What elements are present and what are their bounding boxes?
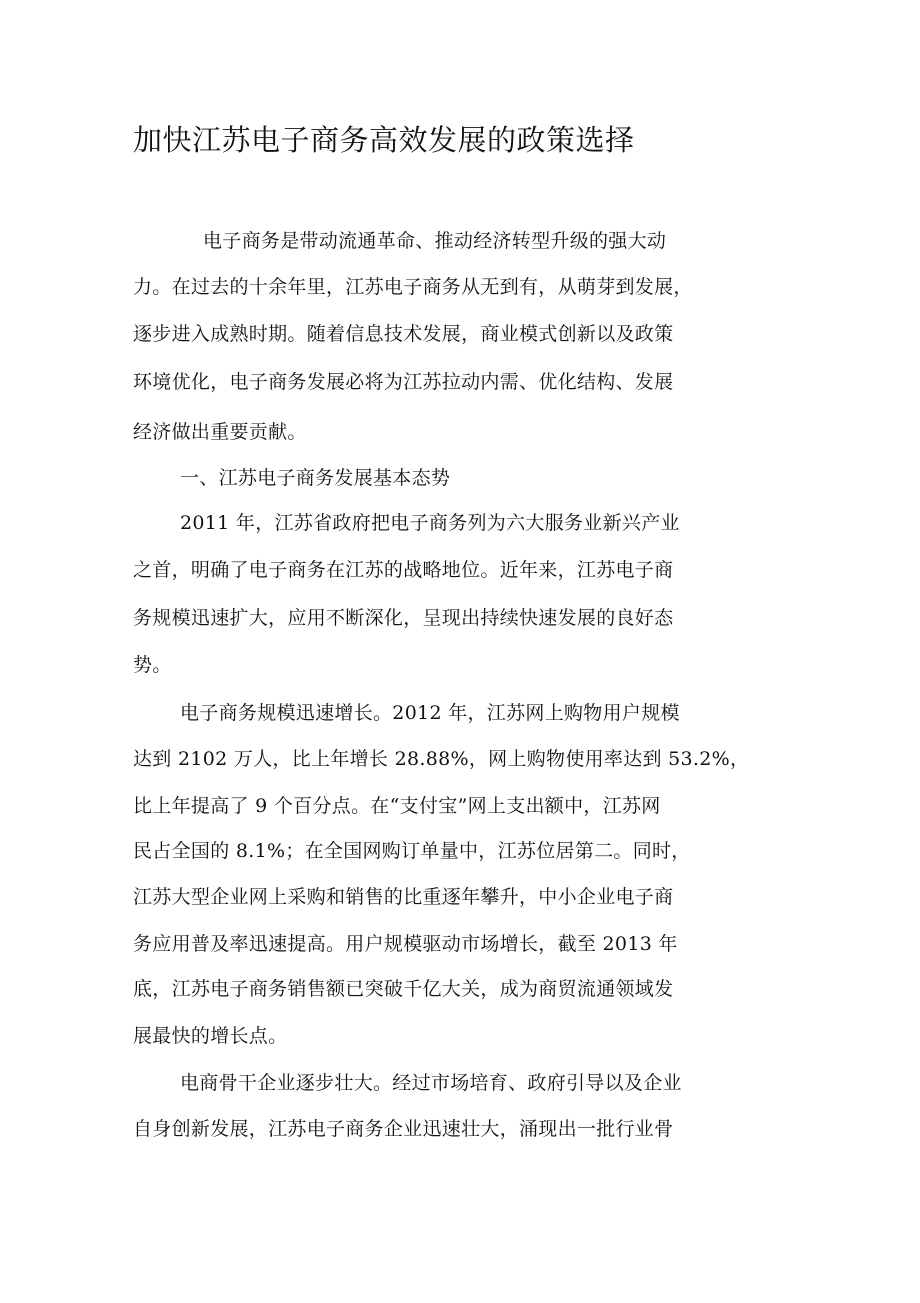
text-line: 环境优化，电子商务发展必将为江苏拉动内需、优化结构、发展 <box>133 371 674 393</box>
text-line: 江苏大型企业网上采购和销售的比重逐年攀升，中小企业电子商 <box>133 886 674 908</box>
text-line: 之首，明确了电子商务在江苏的战略地位。近年来，江苏电子商 <box>133 559 674 581</box>
text-line: 势。 <box>133 654 172 676</box>
text-line: 电子商务规模迅速增长。2012 年，江苏网上购物用户规模 <box>180 702 680 724</box>
text-line: 底，江苏电子商务销售额已突破千亿大关，成为商贸流通领域发 <box>133 978 674 1000</box>
text-line: 经济做出重要贡献。 <box>133 421 307 443</box>
text-line: 达到 2102 万人，比上年增长 28.88%，网上购物使用率达到 53.2%， <box>133 748 750 770</box>
document-title: 加快江苏电子商务高效发展的政策选择 <box>133 123 635 157</box>
text-line: 自身创新发展，江苏电子商务企业迅速壮大，涌现出一批行业骨 <box>133 1118 674 1140</box>
text-line: 民占全国的 8.1%；在全国网购订单量中，江苏位居第二。同时， <box>133 840 691 862</box>
section-heading: 一、江苏电子商务发展基本态势 <box>180 467 451 489</box>
text-line: 力。在过去的十余年里，江苏电子商务从无到有，从萌芽到发展， <box>133 276 693 298</box>
text-line: 比上年提高了 9 个百分点。在“支付宝”网上支出额中，江苏网 <box>133 795 661 817</box>
text-line: 逐步进入成熟时期。随着信息技术发展，商业模式创新以及政策 <box>133 323 674 345</box>
text-line: 2011 年，江苏省政府把电子商务列为六大服务业新兴产业 <box>180 512 680 534</box>
text-line: 务应用普及率迅速提高。用户规模驱动市场增长，截至 2013 年 <box>133 933 678 955</box>
text-line: 电商骨干企业逐步壮大。经过市场培育、政府引导以及企业 <box>180 1072 682 1094</box>
text-line: 务规模迅速扩大，应用不断深化，呈现出持续快速发展的良好态 <box>133 607 674 629</box>
text-line: 电子商务是带动流通革命、推动经济转型升级的强大动 <box>203 230 667 252</box>
text-line: 展最快的增长点。 <box>133 1025 288 1047</box>
